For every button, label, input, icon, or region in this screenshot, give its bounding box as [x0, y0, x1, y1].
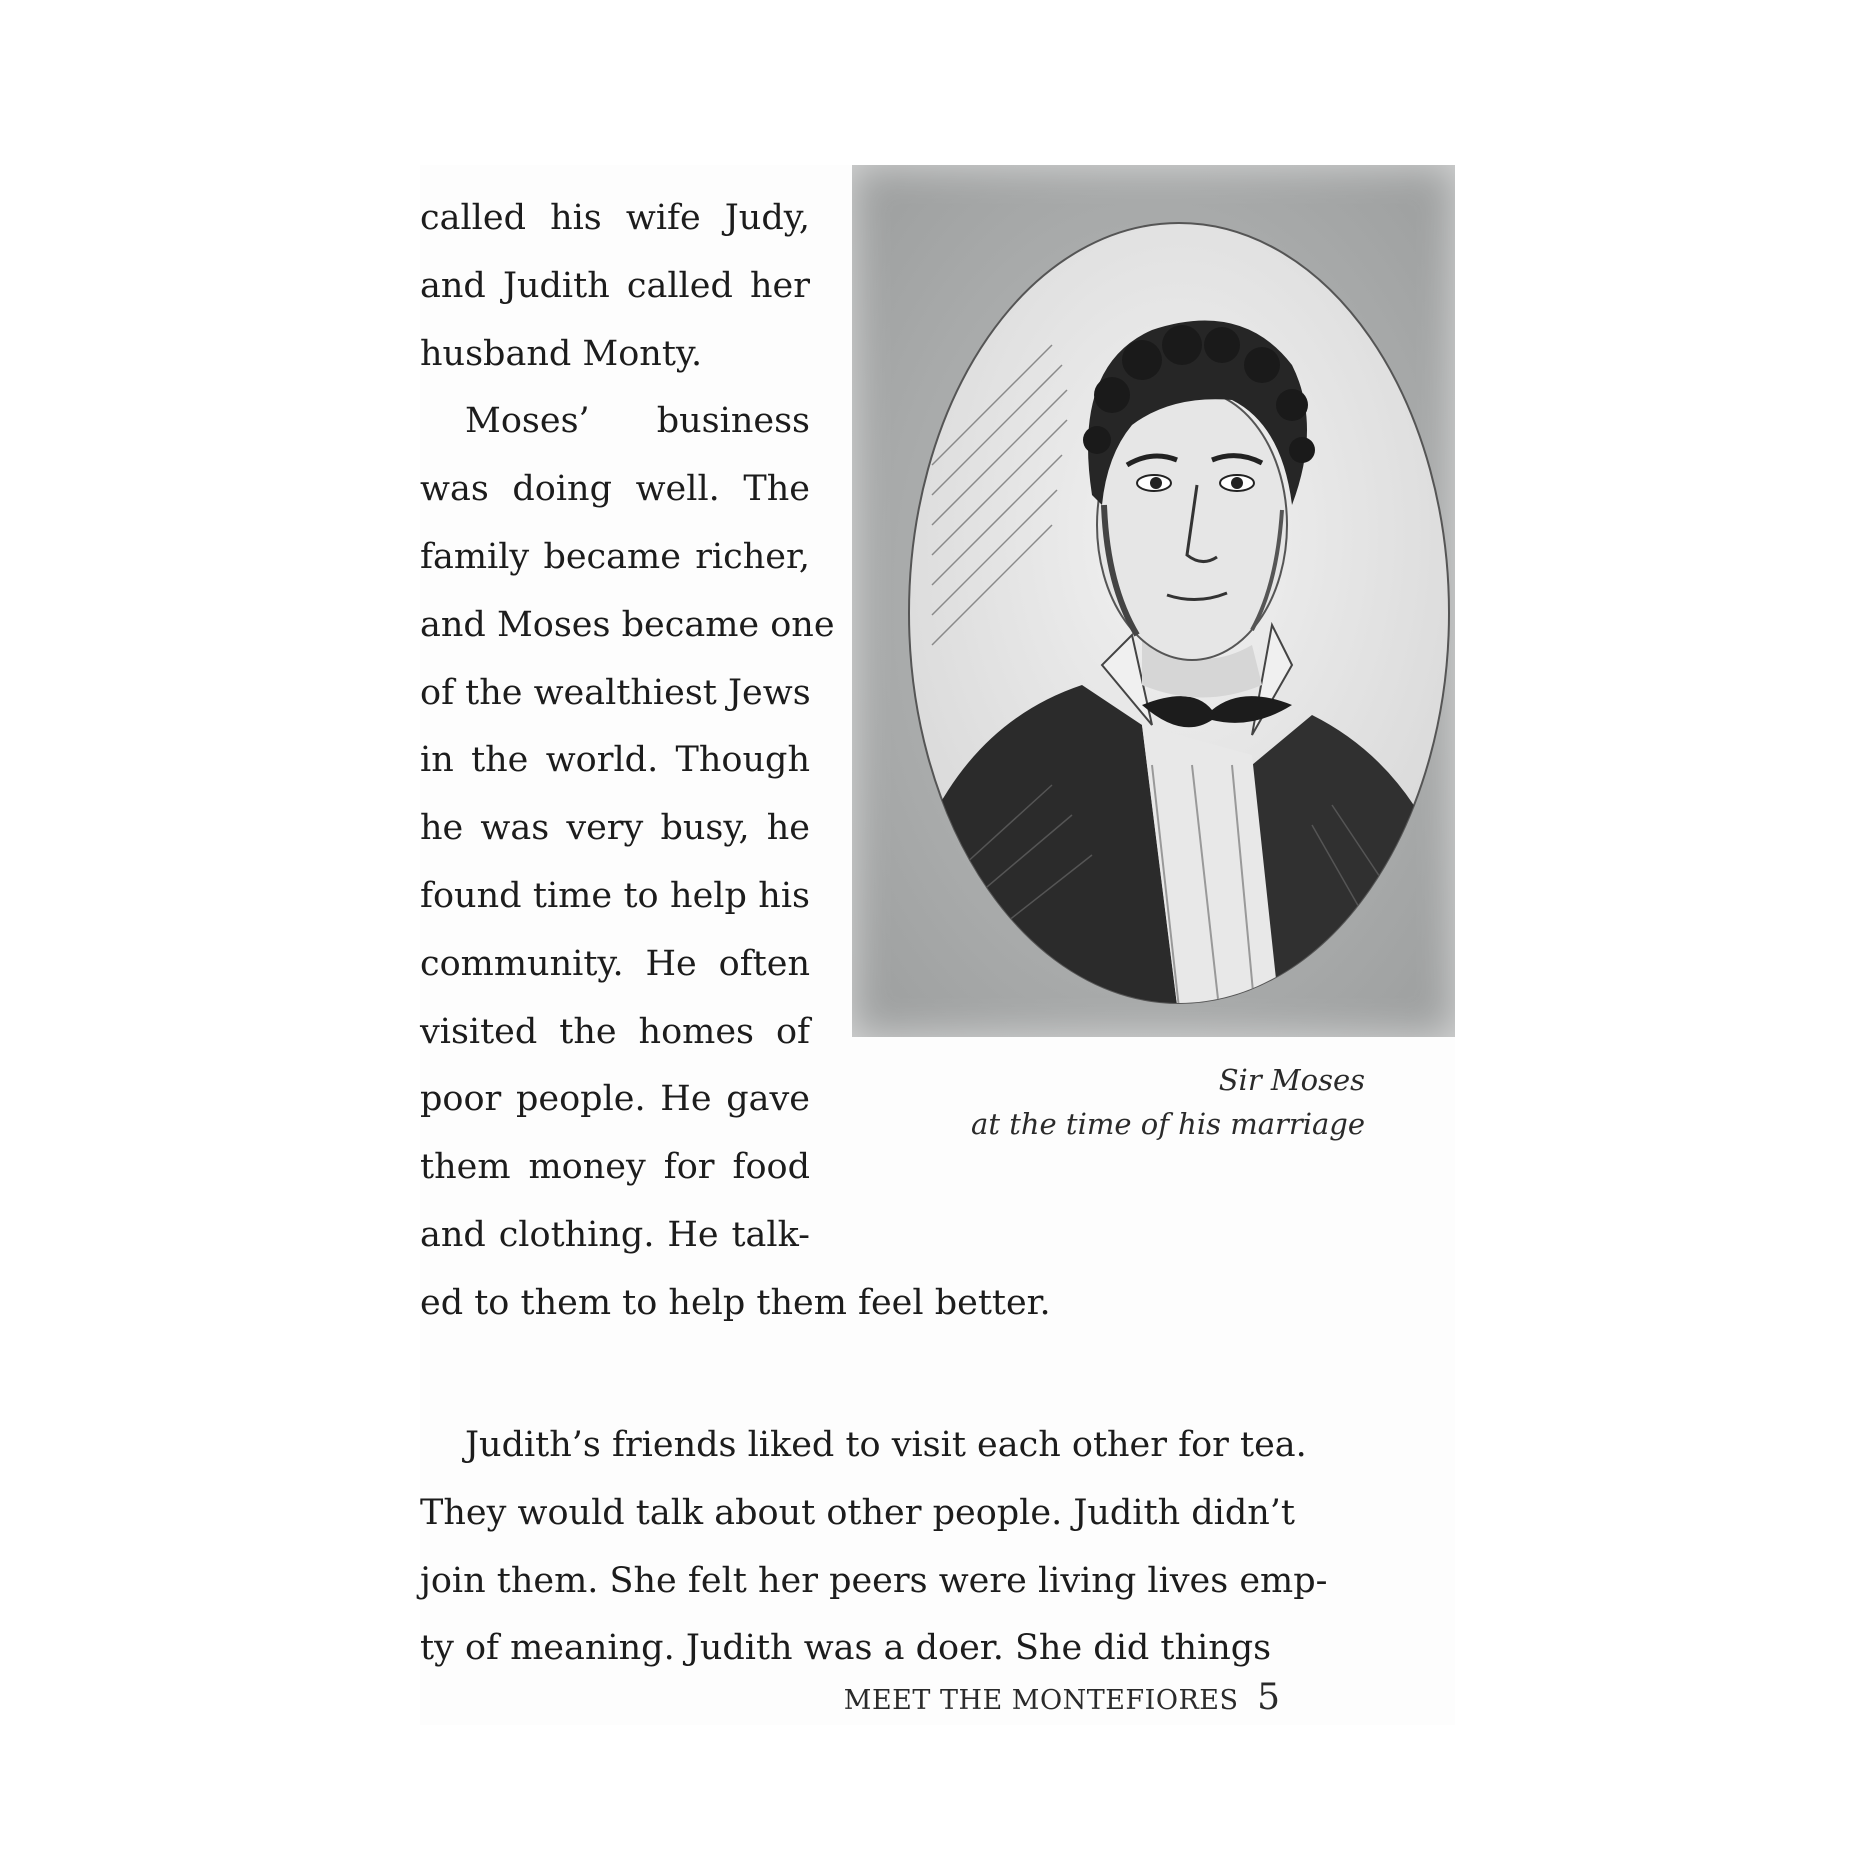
text-line: Moses’ business: [465, 401, 810, 442]
text-line: and clothing. He talk-: [420, 1214, 810, 1255]
text-line: found time to help his: [420, 875, 810, 916]
page-number: 5: [1257, 1677, 1280, 1718]
text-line: Judith’s friends liked to visit each other for tea.: [465, 1425, 1307, 1465]
text-line: called his wife Judy,: [420, 198, 810, 238]
photo-caption: [971, 1058, 1365, 1146]
text-line: community. He often: [420, 943, 810, 984]
text-line: They would talk about other people. Judith didn’t: [420, 1492, 1295, 1533]
text-line: them money for food: [420, 1147, 810, 1188]
text-line: he was very busy, he: [420, 808, 810, 849]
text-line: in the world. Though: [420, 740, 810, 781]
text-line: ed to them to help them feel better.: [420, 1282, 1051, 1323]
text-line: family became richer,: [420, 536, 810, 577]
page-footer: [844, 1677, 1280, 1718]
running-title: MEET THE MONTEFIORES: [843, 1685, 1239, 1716]
text-line: husband Monty.: [420, 333, 703, 374]
text-line: ty of meaning. Judith was a doer. She did things: [420, 1628, 1272, 1669]
body-text-full-width: [420, 1412, 1328, 1683]
text-line: of the wealthiest Jews: [420, 672, 811, 713]
text-line: visited the homes of: [420, 1011, 810, 1052]
body-text-narrow-column: [420, 185, 1051, 1338]
text-line: and Moses became one: [420, 604, 835, 645]
text-line: join them. She felt her peers were living lives emp-: [420, 1560, 1328, 1601]
portrait-photo: [852, 165, 1455, 1037]
book-page: [420, 165, 1455, 1725]
portrait-engraving: [852, 165, 1455, 1037]
text-line: poor people. He gave: [420, 1079, 810, 1120]
text-line: was doing well. The: [420, 469, 810, 510]
caption-line: Sir Moses: [1218, 1063, 1365, 1097]
caption-line: at the time of his marriage: [971, 1107, 1365, 1141]
text-line: and Judith called her: [420, 265, 810, 306]
